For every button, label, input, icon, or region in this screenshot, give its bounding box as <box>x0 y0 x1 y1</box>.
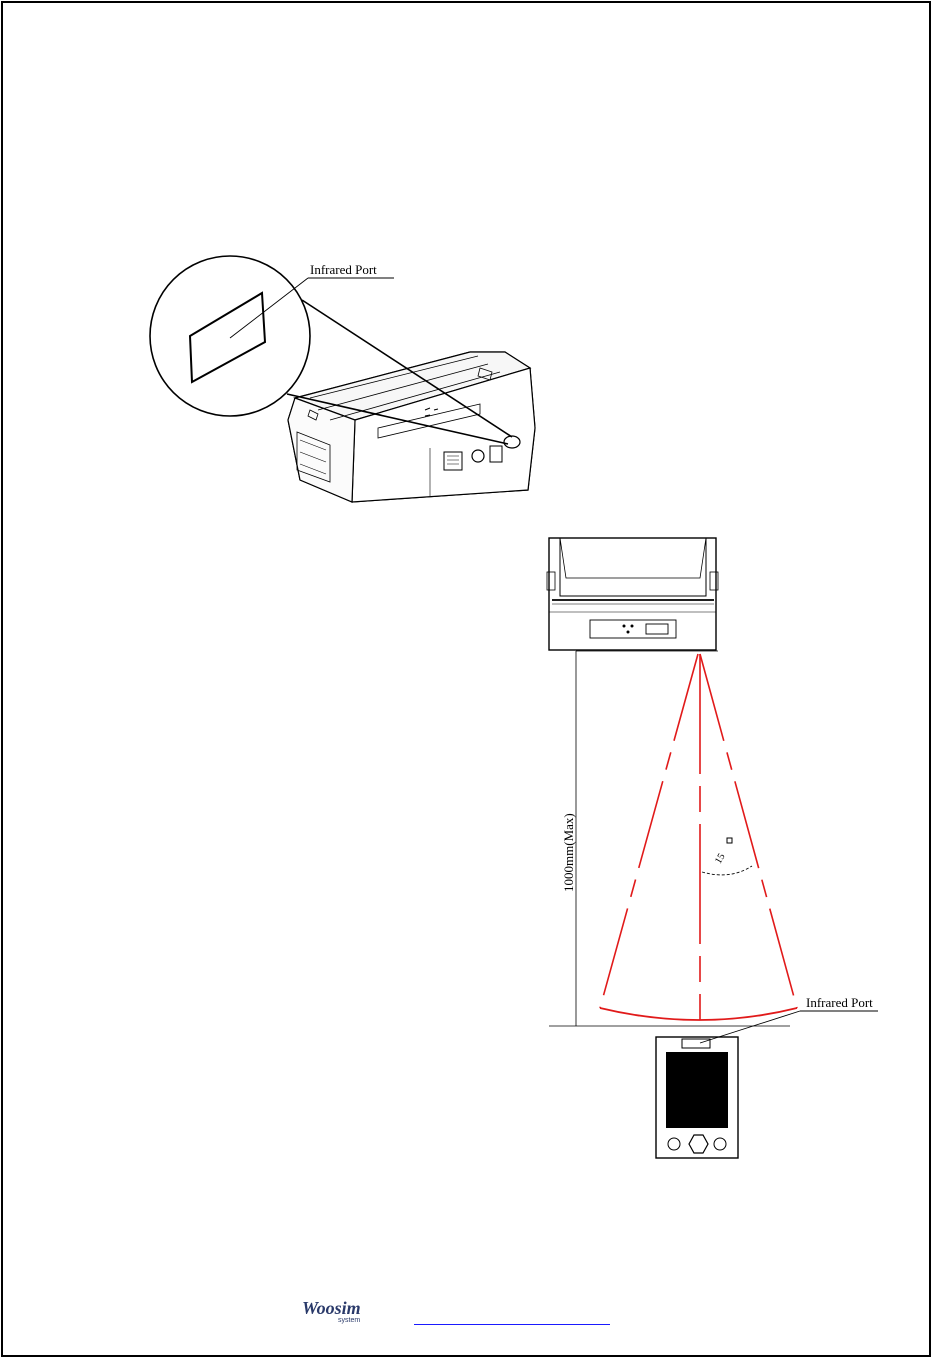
pda-device <box>656 1011 878 1158</box>
infrared-port-callout-label: Infrared Port <box>310 262 377 277</box>
distance-label: 1000mm(Max) <box>561 813 576 892</box>
footer-website-link[interactable] <box>414 1306 610 1325</box>
logo-text: Woosim <box>302 1298 361 1318</box>
angle-indicator <box>702 838 752 875</box>
printer-top-view <box>547 538 718 650</box>
infrared-beam-cone <box>600 654 797 1020</box>
device-infrared-port-label: Infrared Port <box>806 995 873 1010</box>
logo-subtext: system <box>338 1317 361 1324</box>
angle-label: 15 <box>713 851 728 866</box>
woosim-logo <box>302 1298 361 1324</box>
dimension-guides <box>549 651 790 1026</box>
